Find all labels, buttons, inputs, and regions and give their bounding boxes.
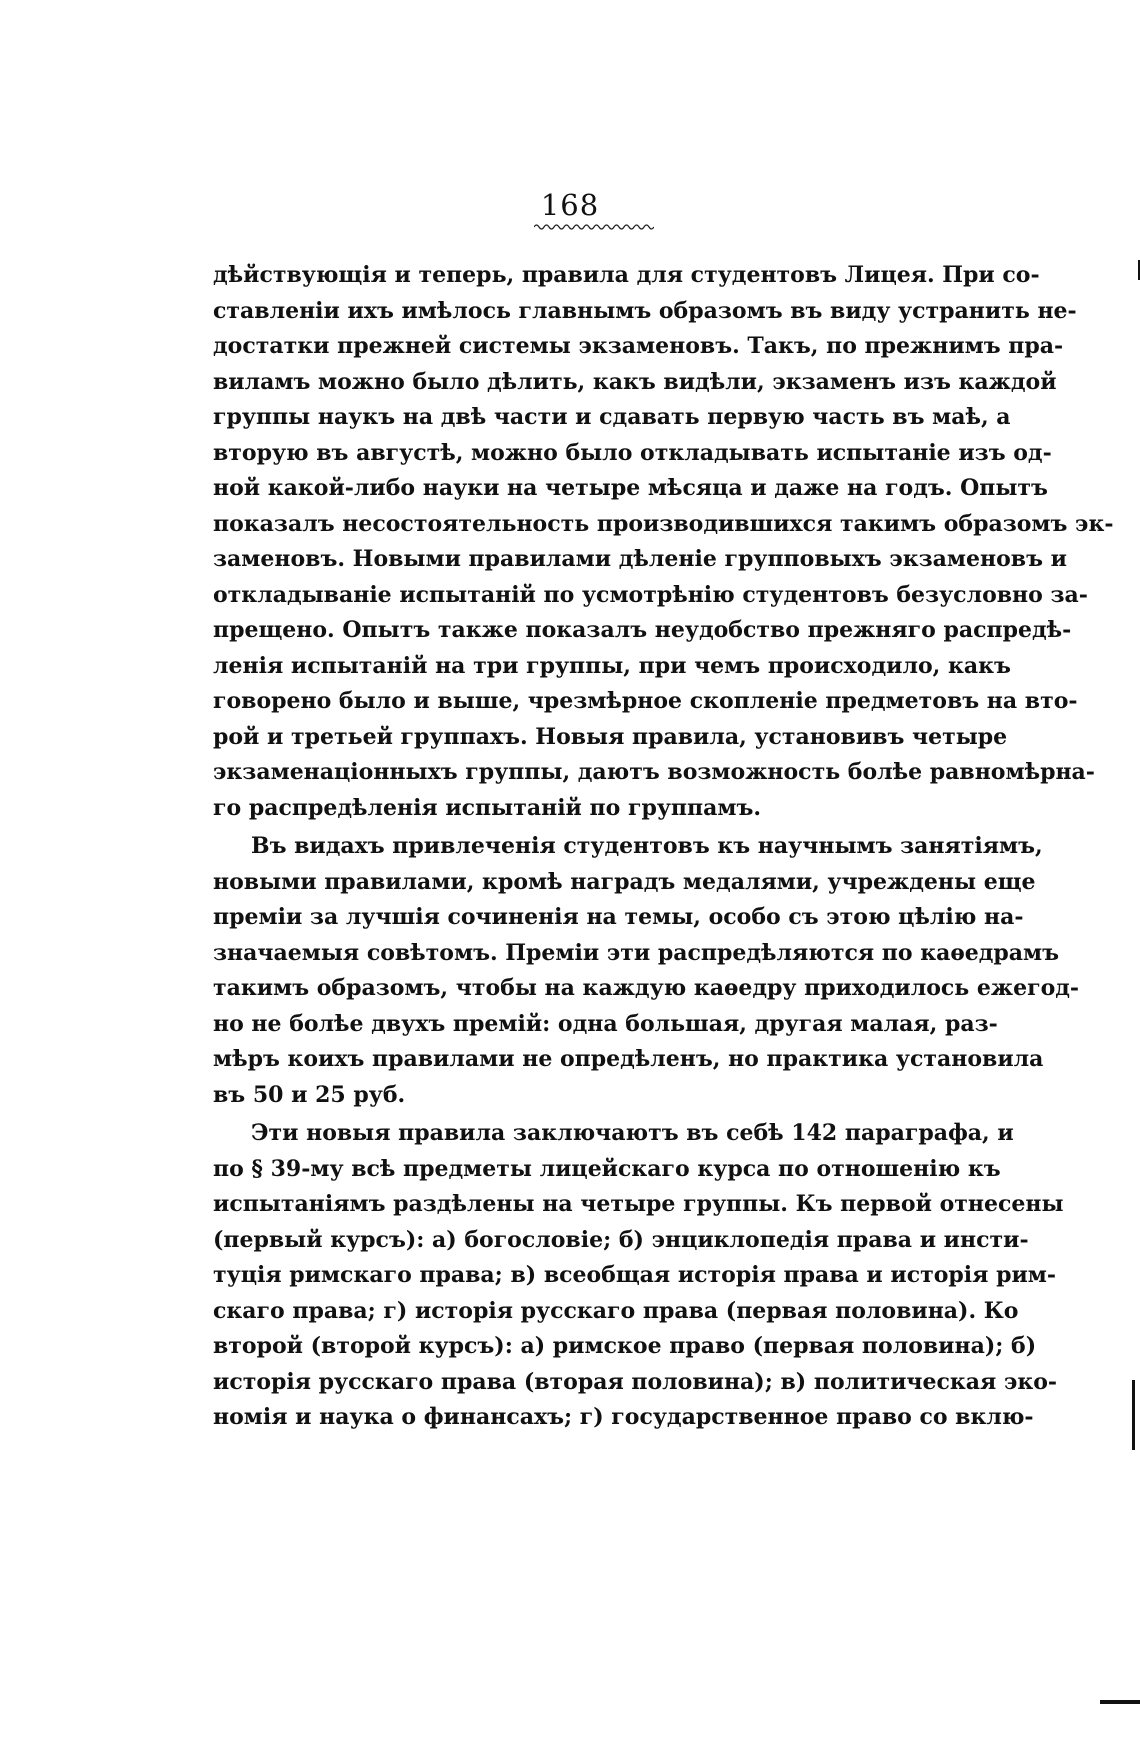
- text-line: номія и наука о финансахъ; г) государственное право со вклю-: [213, 1404, 1034, 1430]
- page-number: 168: [540, 188, 600, 222]
- text-line: рой и третьей группахъ. Новыя правила, установивъ четыре: [213, 723, 1008, 750]
- text-line: такимъ образомъ, чтобы на каждую каѳедру приходилось ежегод-: [213, 975, 1080, 1001]
- text-line: скаго права; г) исторія русскаго права (первая половина). Ко: [213, 1297, 1019, 1324]
- text-line: второй (второй курсъ): а) римское право (первая половина); б): [213, 1333, 1037, 1359]
- text-line: вторую въ августѣ, можно было откладывать испытаніе изъ од-: [213, 439, 1052, 466]
- text-line: новыми правилами, кромѣ наградъ медалями, учреждены еще: [213, 868, 1036, 895]
- text-line: го распредѣленія испытаній по группамъ.: [213, 794, 762, 821]
- scan-edge-mark: [1100, 1700, 1140, 1704]
- wavy-underline-ornament: [534, 222, 654, 232]
- text-line: туція римскаго права; в) всеобщая исторія права и исторія рим-: [213, 1262, 1057, 1288]
- text-line: мѣръ коихъ правилами не опредѣленъ, но практика установила: [213, 1046, 1044, 1072]
- text-line: (первый курсъ): а) богословіе; б) энциклопедія права и инсти-: [213, 1226, 1029, 1253]
- text-line: Въ видахъ привлеченія студентовъ къ научнымъ занятіямъ,: [251, 833, 1043, 859]
- text-line: Эти новыя правила заключаютъ въ себѣ 142 параграфа, и: [251, 1120, 1014, 1146]
- text-line: прещено. Опытъ также показалъ неудобство прежняго распредѣ-: [213, 617, 1072, 643]
- text-line: дѣйствующія и теперь, правила для студентовъ Лицея. При со-: [213, 262, 1040, 288]
- text-line: говорено было и выше, чрезмѣрное скопленіе предметовъ на вто-: [213, 688, 1078, 714]
- text-line: по § 39-му всѣ предметы лицейскаго курса по отношенію къ: [213, 1155, 1001, 1182]
- text-line: показалъ несостоятельность производившихся такимъ образомъ эк-: [213, 510, 1114, 537]
- text-line: виламъ можно было дѣлить, какъ видѣли, экзаменъ изъ каждой: [213, 368, 1057, 395]
- text-line: въ 50 и 25 руб.: [213, 1081, 406, 1108]
- text-line: заменовъ. Новыми правилами дѣленіе групповыхъ экзаменовъ и: [213, 546, 1067, 572]
- scan-edge-mark: [1132, 1380, 1135, 1450]
- text-line: ставленіи ихъ имѣлось главнымъ образомъ въ виду устранить не-: [213, 297, 1077, 324]
- text-line: испытаніямъ раздѣлены на четыре группы. Къ первой отнесены: [213, 1191, 1064, 1217]
- text-line: группы наукъ на двѣ части и сдавать первую часть въ маѣ, а: [213, 404, 1011, 430]
- text-line: откладываніе испытаній по усмотрѣнію студентовъ безусловно за-: [213, 581, 1088, 608]
- text-line: значаемыя совѣтомъ. Преміи эти распредѣляются по каѳедрамъ: [213, 939, 1059, 966]
- text-line: но не болѣе двухъ премій: одна большая, другая малая, раз-: [213, 1010, 998, 1037]
- text-line: преміи за лучшія сочиненія на темы, особо съ этою цѣлію на-: [213, 904, 1024, 930]
- body-text: [213, 258, 1114, 1436]
- text-line: ной какой-либо науки на четыре мѣсяца и даже на годъ. Опытъ: [213, 475, 1048, 501]
- text-line: исторія русскаго права (вторая половина); в) политическая эко-: [213, 1368, 1058, 1395]
- text-line: ленія испытаній на три группы, при чемъ происходило, какъ: [213, 652, 1011, 679]
- text-line: достатки прежней системы экзаменовъ. Такъ, по прежнимъ пра-: [213, 333, 1064, 359]
- text-line: экзаменаціонныхъ группы, даютъ возможность болѣе равномѣрна-: [213, 759, 1095, 785]
